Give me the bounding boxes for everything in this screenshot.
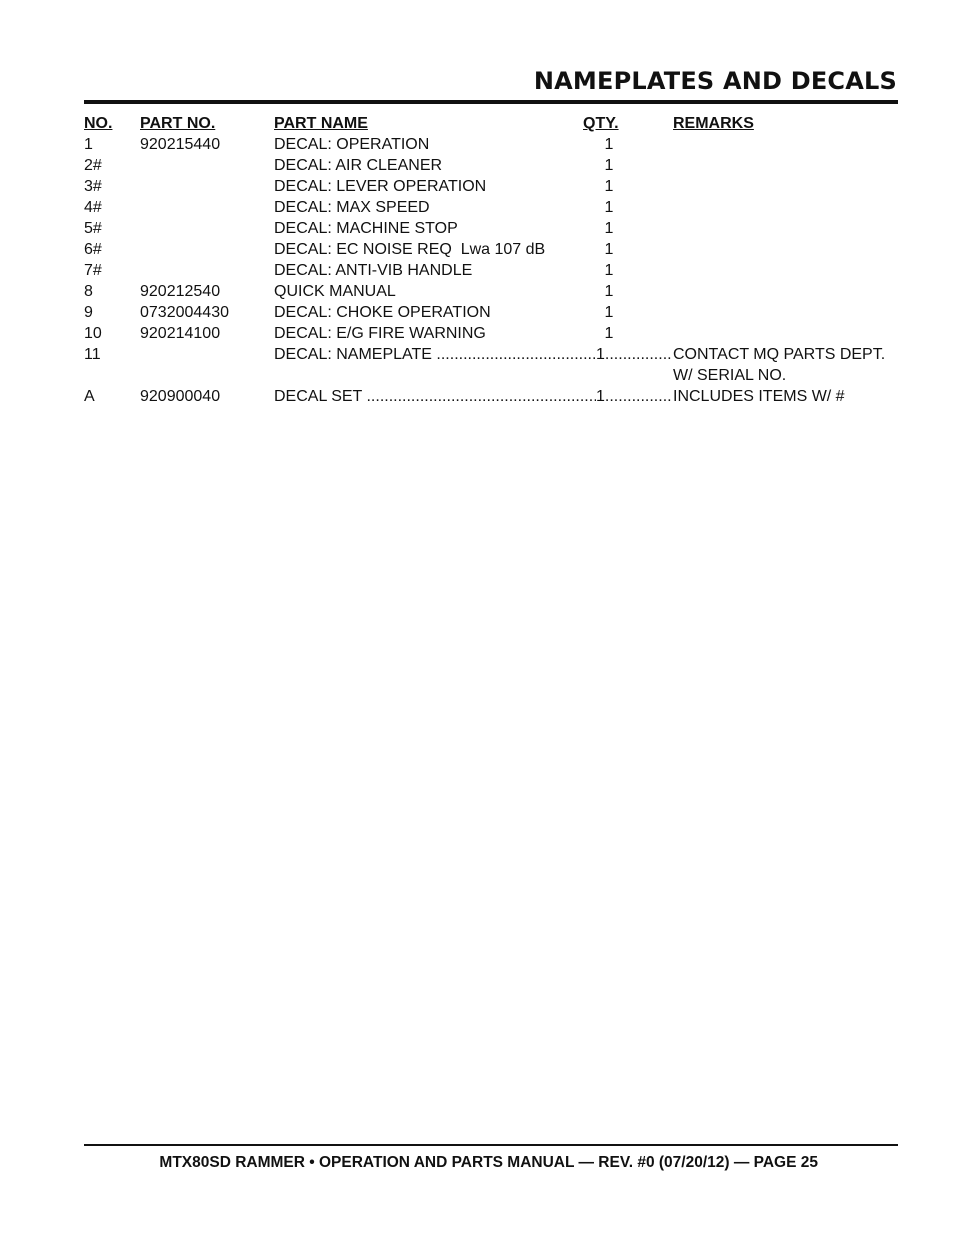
part-name-text: DECAL SET bbox=[274, 388, 363, 405]
item-no: A bbox=[84, 388, 95, 405]
part-name: DECAL: EC NOISE REQ Lwa 107 dB bbox=[274, 241, 546, 258]
part-name-text: DECAL: NAMEPLATE bbox=[274, 346, 432, 363]
header-qty: QTY. bbox=[583, 115, 619, 132]
table-row bbox=[84, 323, 898, 344]
item-no: 2# bbox=[84, 157, 102, 174]
part-name: DECAL: MAX SPEED bbox=[274, 199, 430, 216]
table-row bbox=[84, 155, 898, 176]
quantity: 1 bbox=[604, 178, 614, 195]
quantity-text: 1 bbox=[596, 346, 605, 363]
quantity bbox=[596, 344, 673, 365]
item-no: 7# bbox=[84, 262, 102, 279]
quantity: 1 bbox=[604, 262, 614, 279]
header-no: NO. bbox=[84, 115, 113, 132]
part-name: QUICK MANUAL bbox=[274, 283, 396, 300]
part-name: DECAL: E/G FIRE WARNING bbox=[274, 325, 486, 342]
quantity: 1 bbox=[604, 283, 614, 300]
part-name: DECAL: CHOKE OPERATION bbox=[274, 304, 491, 321]
part-name bbox=[274, 344, 596, 365]
part-number: 920212540 bbox=[140, 283, 221, 300]
table-row bbox=[84, 260, 898, 281]
part-name: DECAL: LEVER OPERATION bbox=[274, 178, 487, 195]
item-no: 4# bbox=[84, 199, 102, 216]
item-no: 8 bbox=[84, 283, 93, 300]
item-no: 9 bbox=[84, 304, 93, 321]
item-no: 5# bbox=[84, 220, 102, 237]
quantity bbox=[596, 386, 673, 407]
page-footer: MTX80SD RAMMER • OPERATION AND PARTS MANUAL — REV. #0 (07/20/12) — PAGE 25 bbox=[159, 1154, 818, 1171]
quantity: 1 bbox=[604, 199, 614, 216]
part-name: DECAL: ANTI-VIB HANDLE bbox=[274, 262, 473, 279]
remarks-continued: W/ SERIAL NO. bbox=[673, 367, 787, 384]
quantity-text: 1 bbox=[596, 388, 605, 405]
page-title: NAMEPLATES AND DECALS bbox=[533, 67, 897, 95]
part-name: DECAL: MACHINE STOP bbox=[274, 220, 458, 237]
table-row bbox=[84, 386, 898, 407]
table-row bbox=[84, 176, 898, 197]
item-no: 3# bbox=[84, 178, 102, 195]
table-row bbox=[84, 344, 898, 365]
header-remarks: REMARKS bbox=[673, 115, 754, 132]
table-row bbox=[84, 197, 898, 218]
quantity: 1 bbox=[604, 136, 614, 153]
part-number: 920900040 bbox=[140, 388, 221, 405]
quantity: 1 bbox=[604, 241, 614, 258]
part-number: 0732004430 bbox=[140, 304, 229, 321]
table-row bbox=[84, 239, 898, 260]
header-part-name: PART NAME bbox=[274, 115, 368, 132]
footer-divider bbox=[84, 1144, 898, 1146]
part-name: DECAL: AIR CLEANER bbox=[274, 157, 443, 174]
remarks: CONTACT MQ PARTS DEPT. bbox=[673, 346, 886, 363]
table-row bbox=[84, 302, 898, 323]
item-no: 11 bbox=[84, 346, 101, 363]
table-header-row bbox=[84, 113, 898, 134]
table-row bbox=[84, 281, 898, 302]
part-number: 920214100 bbox=[140, 325, 221, 342]
parts-table bbox=[84, 113, 898, 407]
title-divider bbox=[84, 100, 898, 104]
quantity: 1 bbox=[604, 220, 614, 237]
table-row bbox=[84, 134, 898, 155]
quantity: 1 bbox=[604, 304, 614, 321]
header-part-no: PART NO. bbox=[140, 115, 216, 132]
part-number: 920215440 bbox=[140, 136, 221, 153]
item-no: 6# bbox=[84, 241, 102, 258]
part-name bbox=[274, 386, 596, 407]
item-no: 1 bbox=[84, 136, 93, 153]
table-row bbox=[84, 218, 898, 239]
table-row-continuation bbox=[84, 365, 898, 386]
quantity: 1 bbox=[604, 157, 614, 174]
quantity: 1 bbox=[604, 325, 614, 342]
remarks: INCLUDES ITEMS W/ # bbox=[673, 388, 845, 405]
part-name: DECAL: OPERATION bbox=[274, 136, 430, 153]
item-no: 10 bbox=[84, 325, 102, 342]
